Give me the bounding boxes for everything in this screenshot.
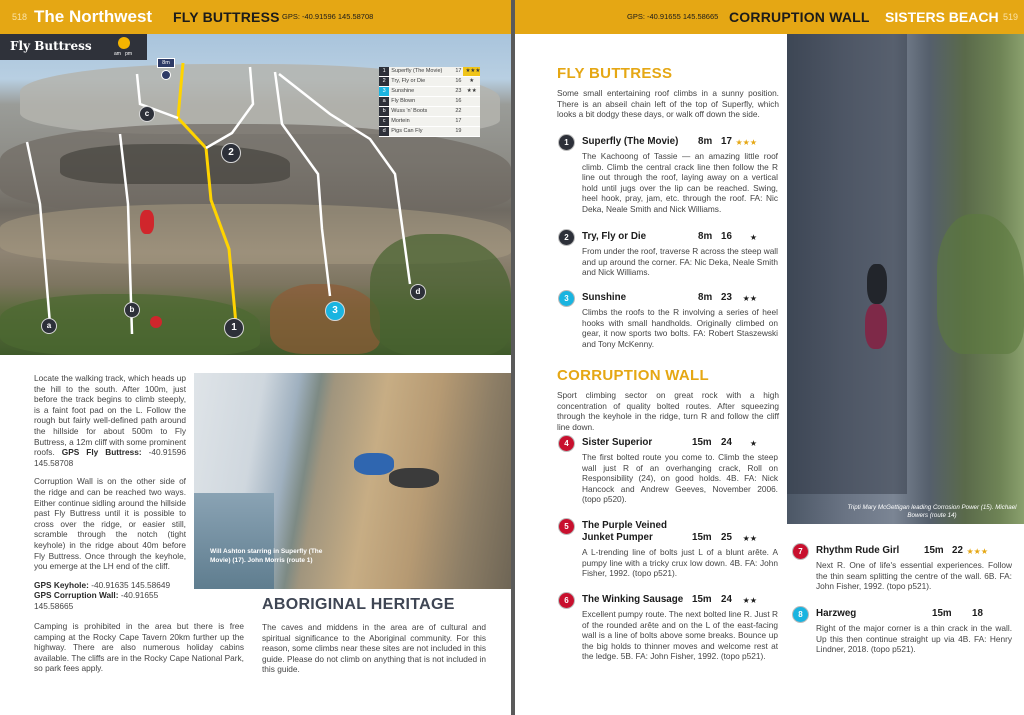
table-row — [379, 97, 480, 107]
gps-label: GPS Keyhole: — [34, 579, 89, 590]
table-row — [379, 87, 480, 97]
route-grade: 16 — [451, 97, 463, 107]
left-header — [0, 0, 511, 34]
route-name: Sunshine — [389, 87, 451, 97]
route-description: The first bolted route you come to. Climb the steep wall just R of an overhanging crack, Roll on Responsibility (24), on good holds. 4B. FA: Nick Hancock and Andrew Geeves, November 2006. (topo p520). — [582, 452, 778, 505]
gps-value: -40.91635 145.58649 — [91, 579, 171, 590]
sector-title: CORRUPTION WALL — [729, 9, 870, 25]
route-num: a — [379, 97, 389, 107]
page-number: 518 — [12, 12, 28, 22]
route-grade: 24 — [721, 594, 732, 605]
route-stars: ★ — [749, 439, 757, 448]
route-stars: ★★ — [742, 596, 757, 605]
route-entry — [792, 606, 1014, 662]
route-num: c — [379, 117, 389, 127]
route-description: A L-trending line of bolts just L of a blunt arête. A pumpy line with a tricky crux low down. 4B. FA: John Fisher, 1992. (topo p521). — [582, 547, 778, 579]
route-description: Climbs the roofs to the R involving a series of heel hooks with small handholds. Originally climbed on gear, it now sports two bolts. FA: Robert Staszewski and Tony McKenny. — [582, 307, 778, 349]
sun-icon — [118, 37, 130, 49]
photo-caption: Tripti Mary McGettigan leading Corrosion Power (15). Michael Bowers (route 14) — [847, 504, 1017, 519]
route-stars: ★ — [463, 77, 480, 87]
crag-name: Fly Buttress — [10, 39, 92, 53]
route-description: Next R. One of life's essential experiences. Follow the thin seam splitting the centre of the wall. 6B. FA: John Fisher, 1992. (topo p521). — [816, 560, 1012, 592]
route-grade: 17 — [451, 67, 463, 77]
route-stars: ★★★ — [966, 547, 988, 556]
route-length: 15m — [924, 545, 944, 556]
sector-title: FLY BUTTRESS — [173, 9, 280, 25]
gps-label: GPS Fly Buttress: — [61, 447, 142, 458]
route-number-badge: 8 — [792, 606, 809, 623]
route-num: d — [379, 127, 389, 137]
route-grade: 17 — [721, 136, 732, 147]
approach-paragraph: Locate the walking track, which heads up the hill to the south. After 100m, just before the track begins to climb steeply, is a faint foot pad on the L. Follow the rough but fairly well-defined path around the hillside for about 500m to Fly Buttress, a 12m cliff with some prominent roofs. GPS Fly Buttress: -40.91596 145.58708 — [34, 373, 186, 468]
route-number-badge: 3 — [558, 290, 575, 307]
route-grade: 16 — [451, 77, 463, 87]
belay-icon — [161, 70, 171, 80]
gps-label: GPS Corruption Wall: — [34, 590, 119, 601]
route-line-a — [27, 142, 50, 324]
route-name: Try, Fly or Die — [389, 77, 451, 87]
route-name: Sister Superior — [582, 437, 653, 448]
table-row — [379, 107, 480, 117]
route-name: The Winking Sausage — [582, 594, 684, 605]
route-stars: ★★★ — [463, 67, 480, 77]
route-grade: 16 — [721, 231, 732, 242]
route-number-badge: 4 — [558, 435, 575, 452]
route-stars — [463, 127, 480, 137]
gps-value: -40.91655 145.58665 — [34, 590, 159, 611]
route-grade: 22 — [451, 107, 463, 117]
photo-caption: Will Ashton starring in Superfly (The Movie) (17). John Morris (route 1) — [210, 548, 323, 564]
route-name: Mortein — [389, 117, 451, 127]
right-page — [515, 0, 1024, 715]
route-line-2 — [206, 67, 253, 148]
camping-text: Camping is prohibited in the area but there is free camping at the Rocky Cape Tavern 20km further up the highway. There are also numerous holiday cabins available. The cliffs are in the Rocky Cape National Park, so park fees apply. — [34, 621, 244, 674]
route-marker-1: 1 — [224, 318, 244, 338]
route-name: Pigs Can Fly — [389, 127, 451, 137]
aboriginal-text: The caves and middens in the area are of cultural and spiritual significance to the Aboriginal community. For this reason, some climbs near these sites are not included in this guide. Please do not climb on anything that is not included in this guide. — [262, 622, 486, 675]
route-table — [379, 67, 480, 137]
route-grade: 22 — [952, 545, 963, 556]
route-stars: ★★ — [463, 87, 480, 97]
route-entry — [558, 592, 780, 672]
route-marker-c: c — [139, 106, 155, 122]
route-entry — [558, 134, 780, 226]
gps-value: -40.91596 145.58708 — [34, 447, 186, 468]
section-intro: Sport climbing sector on great rock with a high concentration of quality bolted routes. After squeezing through the keyhole in the ridge, turn R and follow the cliff line down. — [557, 390, 779, 432]
route-number-badge: 1 — [558, 134, 575, 151]
route-entry — [558, 518, 780, 588]
route-name: Superfly (The Movie) — [389, 67, 451, 77]
route-marker-3: 3 — [325, 301, 345, 321]
section-heading: CORRUPTION WALL — [557, 367, 709, 384]
route-number-badge: 2 — [558, 229, 575, 246]
route-length: 8m — [698, 231, 713, 242]
route-name: The Purple Veined Junket Pumper — [582, 520, 667, 543]
route-name: Harzweg — [816, 608, 857, 619]
route-number-badge: 6 — [558, 592, 575, 609]
route-stars: ★★★ — [735, 138, 757, 147]
approach-text — [34, 373, 186, 619]
table-row — [379, 77, 480, 87]
route-description: Excellent pumpy route. The next bolted line R. Just R of the rounded arête and on the L of the east-facing wall is a line of bolts above some breaks. Bounce up the big holds to thinner moves and welcome rest at the ledge. 5B. FA: John Fisher, 1992. (topo p521). — [582, 609, 778, 662]
route-marker-b: b — [124, 302, 140, 318]
route-grade: 24 — [721, 437, 732, 448]
section-heading: FLY BUTTRESS — [557, 65, 673, 82]
route-stars: ★★ — [742, 534, 757, 543]
route-grade: 23 — [721, 292, 732, 303]
route-length: 15m — [692, 437, 712, 448]
route-name: Superfly (The Movie) — [582, 136, 679, 147]
climber-photo-right — [787, 34, 1024, 524]
left-page — [0, 0, 511, 715]
route-line-3 — [275, 72, 330, 296]
route-marker-d: d — [410, 284, 426, 300]
route-entry — [558, 290, 780, 360]
route-num: 3 — [379, 87, 389, 97]
route-grade: 19 — [451, 127, 463, 137]
route-description: The Kachoong of Tassie — an amazing little roof climb. Climb the central crack line then follow the R line out through the roof, laying away on a vertical hold until jugs over the lip can be reached. Swing, heel hook, pray, jam, etc. through the roof. FA: Nic Deka, Neale Smith and Nick Williams. — [582, 151, 778, 214]
route-stars: ★★ — [742, 294, 757, 303]
route-entry — [558, 229, 780, 285]
climber-photo — [194, 373, 511, 589]
route-marker-a: a — [41, 318, 57, 334]
page-number: 519 — [1003, 12, 1019, 22]
route-length: 15m — [692, 594, 712, 605]
table-row — [379, 127, 480, 137]
route-name: Fly Blown — [389, 97, 451, 107]
approach-paragraph: Corruption Wall is on the other side of the ridge and can be reached two ways. Either continue sidling around the hillside past Fly Buttress until it is possible to cross over the ridge, or easier still, scramble through the notch (tight keyhole) in the ridge about 40m before Fly Buttress. Once through the keyhole, you emerge at the LH end of the cliff. — [34, 476, 186, 572]
route-name: Sunshine — [582, 292, 627, 303]
route-description: Right of the major corner is a thin crack in the wall. Up this then continue straight up via 4B. FA: Henry Lindner, 2018. (topo p521). — [816, 623, 1012, 655]
section-intro: Some small entertaining roof climbs in a sunny position. There is an abseil chain left of the top of Superfly, which looks a bit dodgy these days, or walk off down the side. — [557, 88, 779, 120]
height-tag: 8m — [157, 58, 175, 68]
region-title: The Northwest — [34, 7, 153, 26]
gps-list — [34, 580, 186, 612]
crag-label — [0, 34, 147, 60]
route-name: Wuss 'n' Boots — [389, 107, 451, 117]
route-length: 15m — [932, 608, 952, 619]
region-title: SISTERS BEACH — [885, 9, 999, 25]
route-length: 8m — [698, 292, 713, 303]
route-stars — [463, 117, 480, 127]
route-grade: 18 — [972, 608, 983, 619]
route-stars — [463, 97, 480, 107]
route-number-badge: 5 — [558, 518, 575, 535]
route-entry — [792, 543, 1014, 599]
route-line-1 — [178, 63, 236, 324]
table-row — [379, 117, 480, 127]
route-description: From under the roof, traverse R across the steep wall and up around the corner. FA: Nic Deka, Neale Smith and Nick Williams. — [582, 246, 778, 278]
route-grade: 23 — [451, 87, 463, 97]
section-heading: ABORIGINAL HERITAGE — [262, 596, 455, 613]
route-stars: ★ — [749, 233, 757, 242]
route-length: 15m — [692, 532, 712, 543]
route-number-badge: 7 — [792, 543, 809, 560]
route-entry — [558, 435, 780, 511]
route-num: b — [379, 107, 389, 117]
route-num: 1 — [379, 67, 389, 77]
route-num: 2 — [379, 77, 389, 87]
right-header — [515, 0, 1024, 34]
table-row — [379, 67, 480, 77]
route-grade: 17 — [451, 117, 463, 127]
gps-coordinates: GPS: -40.91655 145.58665 — [627, 12, 719, 21]
sun-times: am pm — [114, 51, 133, 57]
route-name: Rhythm Rude Girl — [816, 545, 900, 556]
route-grade: 25 — [721, 532, 732, 543]
gps-coordinates: GPS: -40.91596 145.58708 — [282, 12, 374, 21]
route-marker-2: 2 — [221, 143, 241, 163]
route-name: Try, Fly or Die — [582, 231, 647, 242]
route-length: 8m — [698, 136, 713, 147]
route-stars — [463, 107, 480, 117]
